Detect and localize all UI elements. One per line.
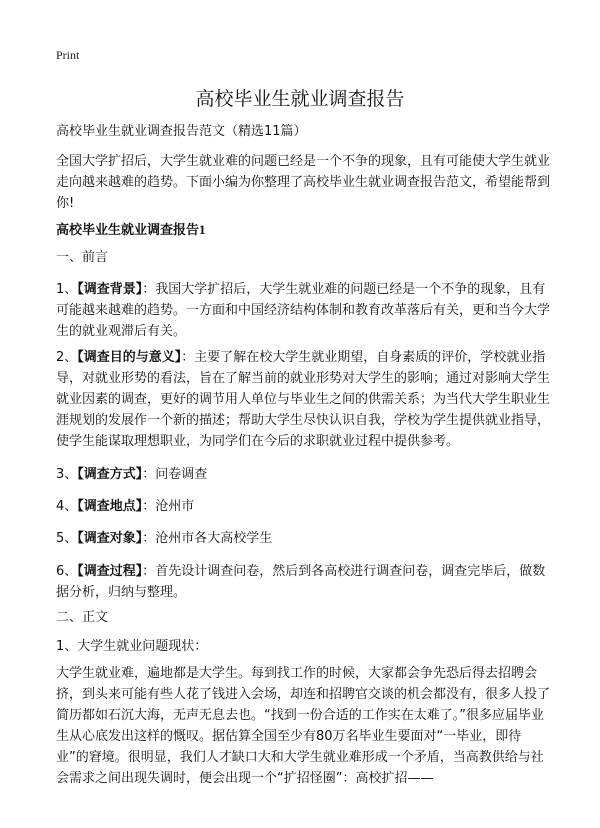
document-title: 高校毕业生就业调查报告 (195, 88, 405, 110)
item-location (56, 496, 550, 517)
item-label: 【调查目的与意义】 (77, 350, 182, 365)
item-number: 2、 (56, 350, 78, 365)
item-label: 【调查对象】 (77, 531, 143, 546)
report-heading (56, 219, 206, 238)
item-text: ：主要了解在校大学生就业期望，自身素质的评价，学校就业指导，对就业形势的看法，旨在了解当前的就业形势对大学生的影响；通过对影响大学生就业因素的调查，更好的调节用人单位与毕业生之间的供需关系；为当代大学生职业生涯规划的发展作一个新的描述；帮助大学生尽快认识自我，学校为学生提供就业指导，使学生能谋取理想职业，为同学们在今后的求职就业过程中提供参考。 (56, 350, 551, 449)
item-text: ：沧州市 (142, 499, 195, 514)
item-number: 5、 (56, 531, 78, 546)
item-subjects (56, 528, 550, 549)
document-subtitle: 高校毕业生就业调查报告范文（精选11篇） (56, 124, 307, 139)
item-background (56, 279, 550, 342)
item-label: 【调查地点】 (77, 499, 143, 514)
item-text: ：问卷调查 (142, 467, 208, 482)
item-number: 1、 (56, 282, 78, 297)
item-process (56, 561, 550, 603)
item-label: 【调查过程】 (77, 564, 143, 579)
item-number: 3、 (56, 467, 78, 482)
item-label: 【调查方式】 (77, 467, 143, 482)
section-heading-main: 二、正文 (56, 610, 109, 625)
report-heading-number: 1 (199, 222, 206, 237)
print-label[interactable]: Print (56, 48, 80, 62)
subsection-heading: 1、大学生就业问题现状： (56, 639, 208, 654)
item-number: 6、 (56, 564, 78, 579)
item-text: ：首先设计调查问卷，然后到各高校进行调查问卷，调查完毕后，做数据分析，归纳与整理。 (56, 564, 546, 600)
body-paragraph: 大学生就业难，遍地都是大学生。每到找工作的时候，大家都会争先恐后得去招聘会挤，到头来可能有些人花了钱进入会场，却连和招聘官交谈的机会都没有，很多人投了简历都如石沉大海，无声无息去也。“找到一份合适的工作实在太难了。”很多应届毕业生从心底发出这样的慨叹。据估算全国至少有80万名毕业生要面对“一毕业，即待业”的窘境。很明显，我们人才缺口大和大学生就业难形成一个矛盾，当高教供给与社会需求之间出现失调时，便会出现一个“扩招怪圈”：高校扩招—— (56, 666, 551, 786)
item-number: 4、 (56, 499, 78, 514)
item-text: ：我国大学扩招后，大学生就业难的问题已经是一个不争的现象，且有可能越来越难的趋势。一方面和中国经济结构体制和教育改革落后有关，更和当今大学生的就业观滞后有关。 (56, 282, 551, 339)
item-label: 【调查背景】 (77, 282, 143, 297)
item-purpose (56, 347, 550, 452)
item-text: ：沧州市各大高校学生 (142, 531, 273, 546)
report-heading-text: 高校毕业生就业调查报告 (56, 223, 200, 238)
item-method (56, 464, 550, 485)
section-heading-preface: 一、前言 (56, 250, 109, 265)
intro-paragraph: 全国大学扩招后，大学生就业难的问题已经是一个不争的现象，且有可能使大学生就业走向越来越难的趋势。下面小编为你整理了高校毕业生就业调查报告范文，希望能帮到你! (56, 154, 551, 211)
